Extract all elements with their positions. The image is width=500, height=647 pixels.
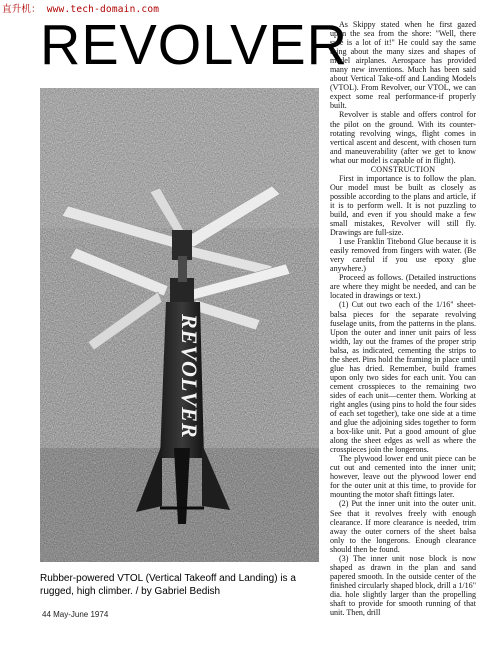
article-paragraph: Proceed as follows. (Detailed instructions are where they might be needed, and can be located in drawings or text.) bbox=[330, 273, 476, 301]
article-paragraph: As Skippy stated when he first gazed upon the sea from the shore: "Well, there sure is a lot of it!" He could say the same thing about the many sizes and shapes of model airplanes. Aerospace has provided many new inventions. Much has been said about Vertical Take-off and Landing Models (VTOL). From Revolver, our VTOL, we can expect some real performance-if properly built. bbox=[330, 20, 476, 111]
upper-hub bbox=[172, 230, 192, 260]
photo-caption: Rubber-powered VTOL (Vertical Takeoff and Landing) is a rugged, high climber. / by Gabriel Bedish bbox=[40, 573, 296, 597]
article-paragraph: (3) The inner unit nose block is now shaped as drawn in the plan and sand papered smooth. In the outside center of the finished circularly shaped block, drill a 1/16" dia. hole slightly larger than the propelling shaft to provide for smooth running of that unit. Then, drill bbox=[330, 553, 476, 618]
fuselage-lettering: REVOLVER bbox=[177, 314, 202, 439]
photo-illustration bbox=[40, 88, 319, 562]
section-heading: CONSTRUCTION bbox=[370, 164, 436, 174]
article-paragraph: I use Franklin Titebond Glue because it is easily removed from fingers with water. (Be very careful if you use epoxy glue anywhere.) bbox=[330, 237, 476, 274]
article-paragraph: The plywood lower end unit piece can be cut out and cemented into the inner unit; however, leave out the plywood lower end for the outer unit at this time, to provide for mounting the motor shaft fittings later. bbox=[330, 454, 476, 500]
article-paragraph: (1) Cut out two each of the 1/16" sheet-balsa pieces for the separate revolving fuselage units, from the patterns in the plans. Upon the outer and inner unit pairs of less width, lay out the frames of the proper strip balsa, as indicated, cementing the strips to the sheet. Pins hold the framing in place until glue has dried. Remember, build frames upon only two sides for each unit. You can cement crosspieces to the remaining two sides of each unit—center them. Working at right angles (using pins to hold the four sides of each set together), take one side at a time and glue the adjoining sides together to form a box-like unit. Put a good amount of glue along the sheet edges as well as where the crosspieces join the longerons. bbox=[330, 300, 476, 455]
article-paragraph: First in importance is to follow the plan. Our model must be built as closely as possible according to the plans and article, if it is to perform well. It is not puzzling to build, and even if you should make a few small mistakes, Revolver will still fly. Drawings are full-size. bbox=[330, 173, 476, 238]
article-column bbox=[330, 20, 476, 642]
page-footer: 44 May-June 1974 bbox=[42, 610, 109, 619]
watermark: 直升机： www.tech-domain.com bbox=[2, 4, 160, 15]
model-photo bbox=[40, 88, 319, 562]
page-title: REVOLVER bbox=[40, 13, 348, 77]
article-paragraph: Revolver is stable and offers control for the pilot on the ground. With its counter-rotating revolving wings, flight comes in vertical ascent and descent, with chosen turn and maneuverability (after we get to know what our model is capable of in flight). bbox=[330, 110, 476, 165]
article-paragraph: (2) Put the inner unit into the outer unit. See that it revolves freely with enough clearance. If more clearance is needed, trim away the outer corners of the sheet balsa only to the longerons. Enough clearance should then be found. bbox=[330, 499, 476, 554]
